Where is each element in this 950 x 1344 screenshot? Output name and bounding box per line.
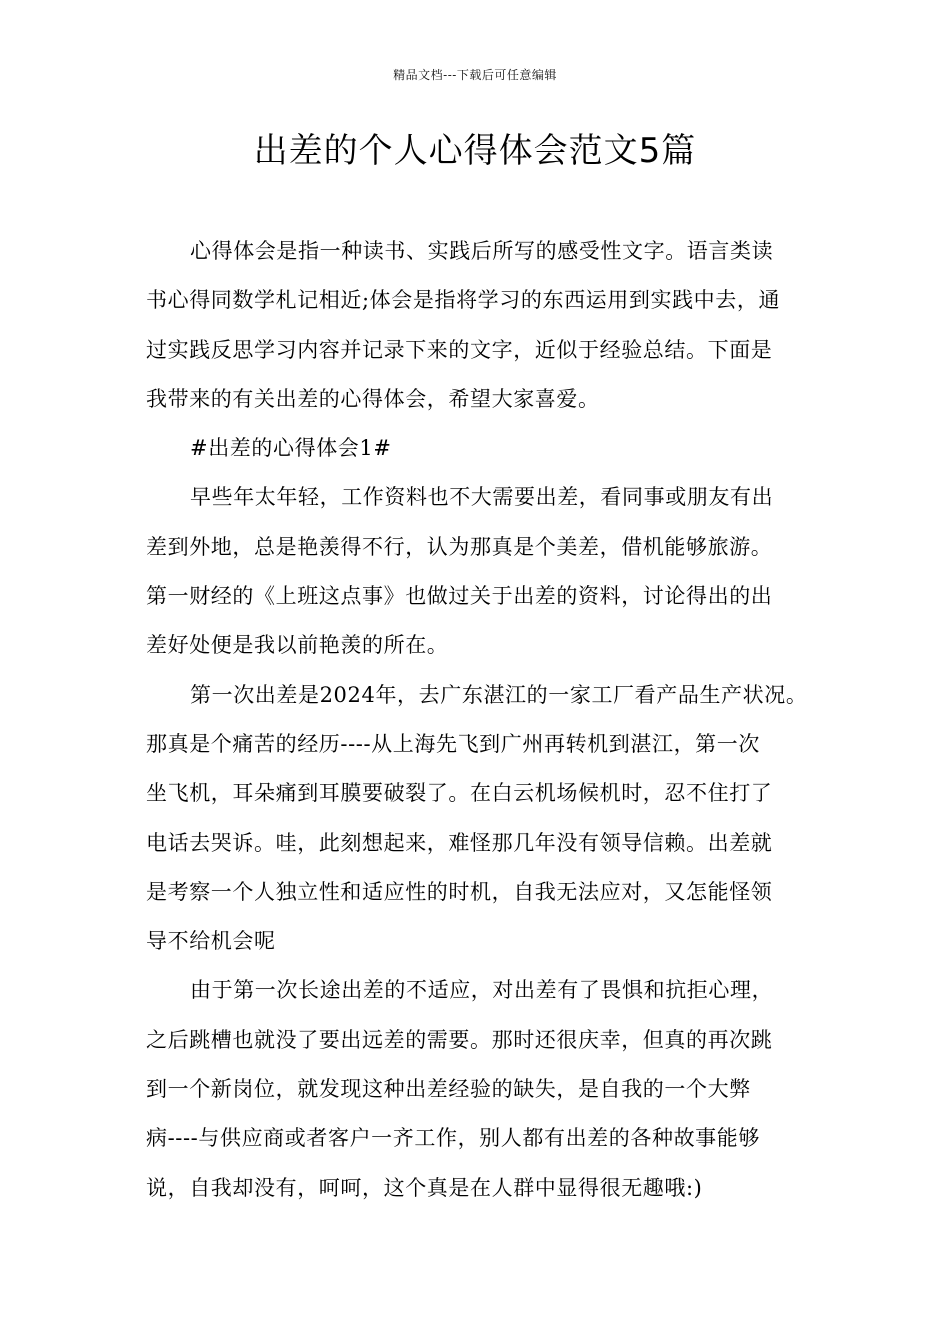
document-body	[146, 227, 822, 1213]
paragraph-line: 导不给机会呢	[146, 929, 276, 954]
paragraph-line: 坐飞机，耳朵痛到耳膜要破裂了。在白云机场候机时，忍不住打了	[146, 781, 773, 806]
paragraph-line: 是考察一个人独立性和适应性的时机，自我无法应对，又怎能怪领	[146, 879, 773, 904]
paragraph-line: 差到外地，总是艳羡得不行，认为那真是个美差，借机能够旅游。	[146, 534, 773, 559]
paragraph-line: 第一财经的《上班这点事》也做过关于出差的资料，讨论得出的出	[146, 584, 773, 609]
paragraph-line: 到一个新岗位，就发现这种出差经验的缺失，是自我的一个大弊	[146, 1077, 751, 1102]
paragraph-line: 我带来的有关出差的心得体会，希望大家喜爱。	[146, 386, 600, 411]
paragraph-line: 书心得同数学札记相近;体会是指将学习的东西运用到实践中去，通	[146, 288, 781, 313]
header-note: 精品文档---下载后可任意编辑	[393, 68, 557, 82]
paragraph-line: 由于第一次长途出差的不适应，对出差有了畏惧和抗拒心理，	[190, 978, 774, 1003]
paragraph-line: 之后跳槽也就没了要出远差的需要。那时还很庆幸，但真的再次跳	[146, 1027, 773, 1052]
paragraph-line: 心得体会是指一种读书、实践后所写的感受性文字。语言类读	[190, 239, 774, 263]
paragraph-line: 那真是个痛苦的经历----从上海先飞到广州再转机到湛江，第一次	[146, 731, 760, 756]
paragraph-line: 差好处便是我以前艳羡的所在。	[146, 633, 449, 658]
paragraph-line: 第一次出差是2024年，去广东湛江的一家工厂看产品生产状况。	[190, 682, 808, 707]
paragraph-line: 早些年太年轻，工作资料也不大需要出差，看同事或朋友有出	[190, 485, 774, 510]
paragraph-line: 说，自我却没有，呵呵，这个真是在人群中显得很无趣哦:)	[146, 1175, 703, 1200]
paragraph-line: 电话去哭诉。哇，此刻想起来，难怪那几年没有领导信赖。出差就	[146, 830, 773, 855]
paragraph-line: 过实践反思学习内容并记录下来的文字，近似于经验总结。下面是	[146, 337, 773, 362]
paragraph-line: 病----与供应商或者客户一齐工作，别人都有出差的各种故事能够	[146, 1126, 760, 1151]
document-title: 出差的个人心得体会范文5篇	[253, 131, 697, 171]
section-heading: #出差的心得体会1#	[190, 436, 392, 461]
